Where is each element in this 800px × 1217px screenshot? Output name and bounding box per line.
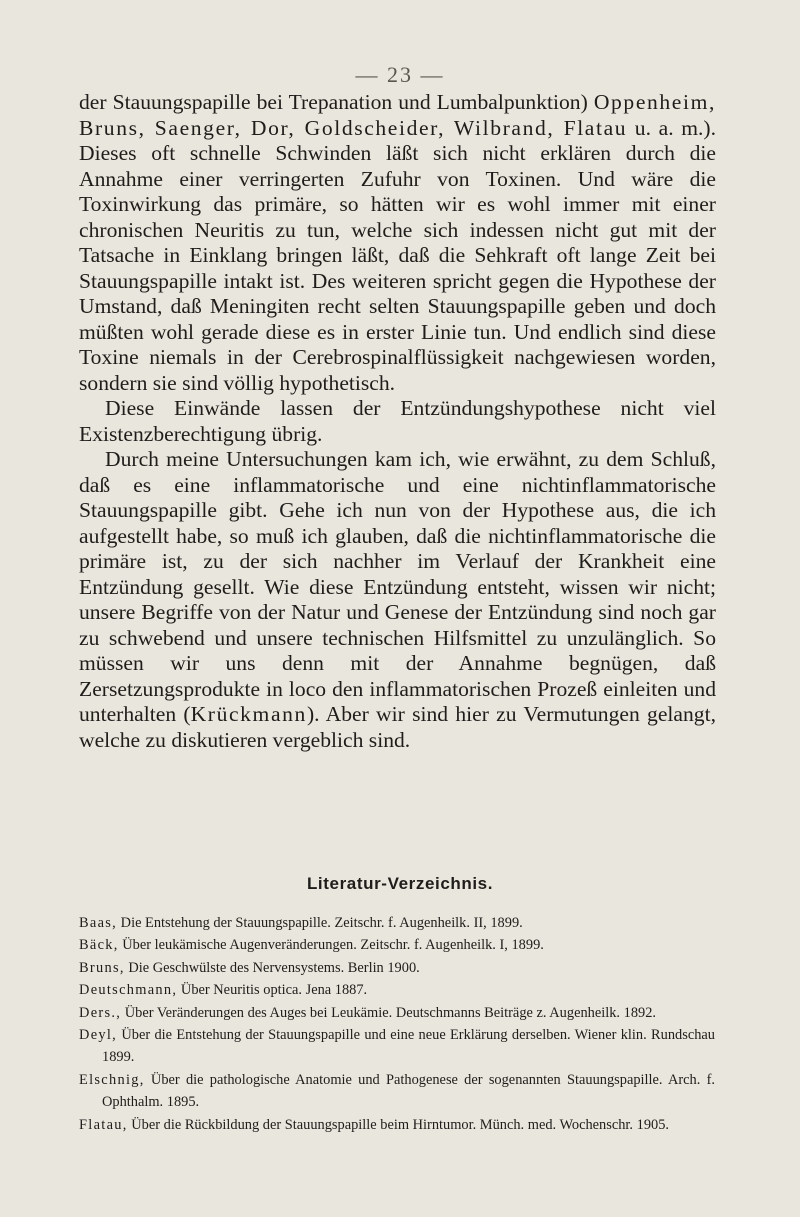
reference-author: Deyl, [79, 1027, 118, 1044]
page-number: — 23 — [355, 62, 445, 87]
reference-item [79, 934, 715, 956]
reference-text: Die Geschwülste des Nervensystems. Berlin 1900. [124, 959, 420, 976]
reference-text: Über die Entstehung der Stauungspapille und eine neue Erklärung derselben. Wiener klin. Rundschau 1899. [102, 1027, 715, 1066]
cited-author: Krückmann [190, 702, 307, 726]
reference-text: Über leukämische Augenveränderungen. Zeitschr. f. Augenheilk. I, 1899. [118, 937, 544, 954]
reference-author: Baas, [79, 915, 118, 931]
paragraph-3-text-b: ). Aber wir sind hier zu Vermutungen gelangt, welche zu diskutieren vergeblich sind. [79, 702, 716, 752]
reference-item [79, 979, 715, 1001]
reference-author: Flatau, [79, 1116, 128, 1133]
paragraph-1 [79, 90, 716, 396]
reference-text: Über Veränderungen des Auges bei Leukämie. Deutschmanns Beiträge z. Augenheilk. 1892. [121, 1004, 657, 1021]
reference-author: Ders., [79, 1004, 122, 1021]
reference-item [79, 957, 715, 979]
body-text [79, 90, 716, 753]
reference-list [79, 912, 715, 1136]
reference-item [79, 1114, 715, 1136]
reference-author: Deutschmann, [79, 982, 178, 999]
cited-authors: Oppenheim, Bruns, Saenger, Dor, Goldscheider, Wilbrand, Flatau [79, 90, 716, 140]
reference-author: Bruns, [79, 959, 125, 976]
bibliography-heading: Literatur-Verzeichnis. [306, 874, 494, 893]
reference-item [79, 1002, 715, 1024]
reference-item [79, 912, 715, 934]
paragraph-3 [79, 447, 716, 753]
paragraph-1-text-b: u. a. m.). Dieses oft schnelle Schwinden läßt sich nicht erklären durch die Annahme einer verringerten Zufuhr von Toxinen. Und wäre die Toxinwirkung das primäre, so hätten wir es wohl immer mit einer chronischen Neuritis zu tun, welche sich indessen nicht gut mit der Tatsache in Einklang bringen läßt, daß die Sehkraft oft lange Zeit bei Stauungspapille intakt ist. Des weiteren spricht gegen die Hypothese der Umstand, daß Meningiten recht selten Stauungspapille geben und doch müßten wohl gerade diese es in erster Linie tun. Und endlich sind diese Toxine niemals in der Cerebrospinalflüssigkeit nachgewiesen worden, sondern sie sind völlig hypothetisch. [79, 115, 716, 395]
reference-text: Über die pathologische Anatomie und Pathogenese der sogenannten Stauungspapille. Arch. f. Ophthalm. 1895. [102, 1071, 715, 1111]
paragraph-3-text-a: Durch meine Untersuchungen kam ich, wie erwähnt, zu dem Schluß, daß es eine inflammatorische und eine nichtinflammatorische Stauungspapille gibt. Gehe ich nun von der Hypothese aus, die ich aufgestellt habe, so muß ich glauben, daß die nichtinflammatorische die primäre ist, zu der sich nachher im Verlauf der Krankheit eine Entzündung gesellt. Wie diese Entzündung entsteht, wissen wir nicht; unsere Begriffe von der Natur und Genese der Entzündung sind noch gar zu schwebend und unsere technischen Hilfsmittel zu unzulänglich. So müssen wir uns denn mit der Annahme begnügen, daß Zersetzungsprodukte in loco den inflammatorischen Prozeß einleiten und unterhalten ( [79, 447, 716, 726]
reference-author: Elschnig, [79, 1071, 145, 1088]
paragraph-1-text-a: der Stauungspapille bei Trepanation und Lumbalpunktion) [79, 90, 594, 114]
reference-text: Über die Rückbildung der Stauungspapille beim Hirntumor. Münch. med. Wochenschr. 1905. [127, 1116, 670, 1133]
paragraph-2: Diese Einwände lassen der Entzündungshypothese nicht viel Existenzberechtigung übrig. [79, 396, 716, 446]
reference-text: Die Entstehung der Stauungspapille. Zeitschr. f. Augenheilk. II, 1899. [117, 915, 523, 931]
reference-text: Über Neuritis optica. Jena 1887. [177, 982, 368, 999]
reference-author: Bäck, [79, 937, 119, 954]
reference-item [79, 1069, 715, 1114]
reference-item [79, 1024, 715, 1069]
